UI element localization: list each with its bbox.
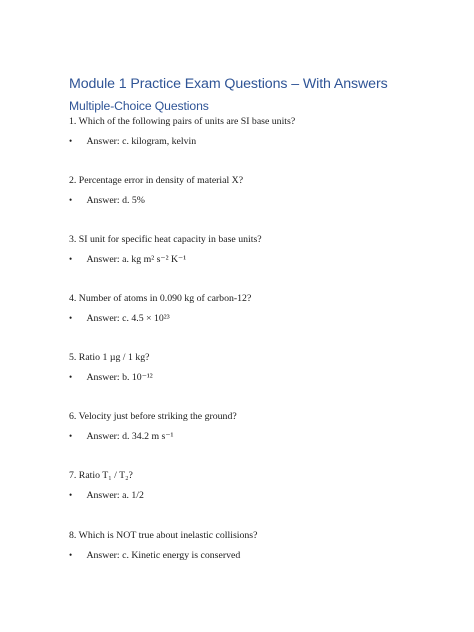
document-title: Module 1 Practice Exam Questions – With Answers (69, 76, 388, 92)
answer-item (69, 313, 170, 324)
answer-text: Answer: c. kilogram, kelvin (86, 136, 197, 147)
bullet-icon: • (69, 550, 73, 560)
answer-text: Answer: c. 4.5 × 10²³ (86, 313, 170, 324)
question-text: 2. Percentage error in density of material X? (69, 175, 244, 186)
question-text: 8. Which is NOT true about inelastic collisions? (69, 530, 258, 541)
answer-text: Answer: d. 34.2 m s⁻¹ (86, 431, 174, 442)
question-text: 3. SI unit for specific heat capacity in base units? (69, 234, 262, 245)
answer-text: Answer: a. kg m² s⁻² K⁻¹ (86, 254, 187, 265)
section-heading: Multiple-Choice Questions (69, 99, 209, 113)
question-text: 4. Number of atoms in 0.090 kg of carbon-12? (69, 293, 252, 304)
answer-text: Answer: c. Kinetic energy is conserved (86, 550, 241, 561)
bullet-icon: • (69, 136, 73, 146)
answer-item (69, 431, 173, 442)
bullet-icon: • (69, 195, 73, 205)
answer-item (69, 372, 153, 383)
question-text: 5. Ratio 1 µg / 1 kg? (69, 352, 150, 363)
answer-item (69, 136, 196, 147)
answer-item (69, 550, 240, 561)
bullet-icon: • (69, 490, 73, 500)
bullet-icon: • (69, 254, 73, 264)
answer-text: Answer: b. 10⁻¹² (86, 372, 153, 383)
question-text: 6. Velocity just before striking the ground? (69, 411, 237, 422)
question-text: 1. Which of the following pairs of units are SI base units? (69, 116, 296, 127)
answer-item (69, 490, 144, 501)
answer-item (69, 195, 145, 206)
question-text: 7. Ratio T₁ / T₂? (69, 470, 133, 481)
bullet-icon: • (69, 372, 73, 382)
answer-text: Answer: a. 1/2 (86, 490, 144, 501)
bullet-icon: • (69, 313, 73, 323)
answer-text: Answer: d. 5% (86, 195, 145, 206)
bullet-icon: • (69, 431, 73, 441)
answer-item (69, 254, 186, 265)
